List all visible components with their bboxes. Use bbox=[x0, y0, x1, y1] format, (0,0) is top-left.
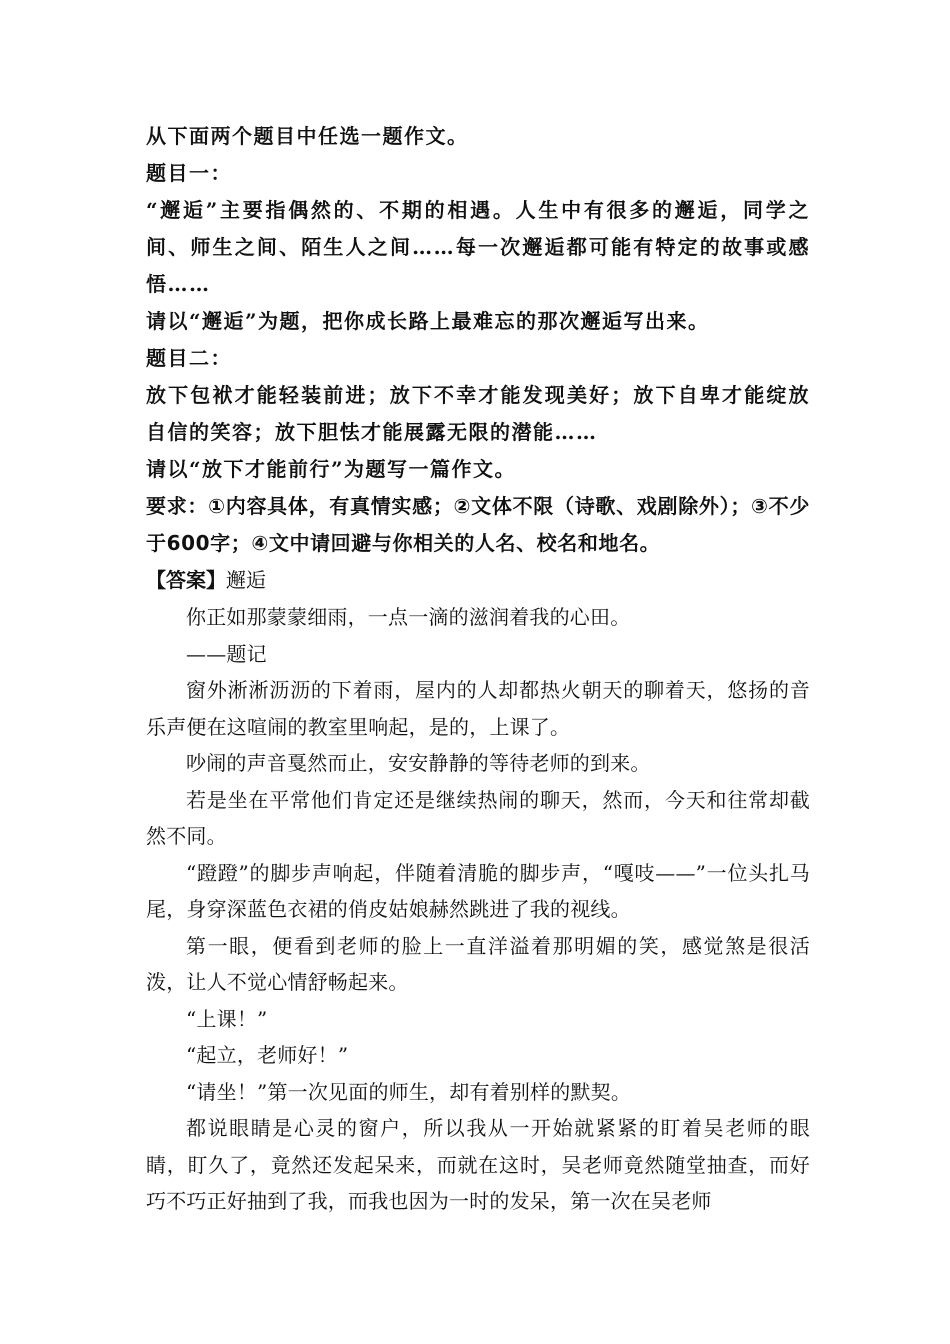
essay-paragraph: 都说眼睛是心灵的窗户，所以我从一开始就紧紧的盯着吴老师的眼睛，盯久了，竟然还发起呆来，而就在这时，吴老师竟然随堂抽查，而好巧不巧正好抽到了我，而我也因为一时的发呆，第一次在吴老师 bbox=[146, 1116, 810, 1213]
essay-dialogue: “起立，老师好！” bbox=[186, 1043, 349, 1067]
topic2-text: 放下包袱才能轻装前进；放下不幸才能发现美好；放下自卑才能绽放自信的笑容；放下胆怯才能展露无限的潜能…… bbox=[146, 383, 810, 444]
essay-title: 邂逅 bbox=[226, 568, 266, 592]
essay-dialogue: “请坐！”第一次见面的师生，却有着别样的默契。 bbox=[186, 1079, 632, 1104]
prompt-intro: 从下面两个题目中任选一题作文。 bbox=[146, 124, 469, 148]
essay-paragraph: 你正如那蒙蒙细雨，一点一滴的滋润着我的心田。 bbox=[186, 605, 631, 629]
essay-paragraph: “蹬蹬”的脚步声响起，伴随着清脆的脚步声，“嘎吱——”一位头扎马尾，身穿深蓝色衣裙的俏皮姑娘赫然跳进了我的视线。 bbox=[146, 860, 810, 921]
topic1-text: “邂逅”主要指偶然的、不期的相遇。人生中有很多的邂逅，同学之间、师生之间、陌生人之间……每一次邂逅都可能有特定的故事或感悟…… bbox=[146, 198, 810, 296]
essay-paragraph: 若是坐在平常他们肯定还是继续热闹的聊天，然而，今天和往常却截然不同。 bbox=[146, 787, 810, 848]
topic2-label: 题目二： bbox=[146, 346, 232, 370]
topic1-task: 请以“邂逅”为题，把你成长路上最难忘的那次邂逅写出来。 bbox=[146, 309, 710, 333]
topic1-label: 题目一： bbox=[146, 161, 232, 185]
essay-paragraph: 窗外淅淅沥沥的下着雨，屋内的人却都热火朝天的聊着天，悠扬的音乐声便在这喧闹的教室里响起，是的，上课了。 bbox=[146, 678, 810, 739]
topic2-task: 请以“放下才能前行”为题写一篇作文。 bbox=[146, 457, 517, 481]
document-page bbox=[146, 118, 810, 1220]
essay-inscription: ——题记 bbox=[186, 641, 267, 666]
essay-paragraph: 第一眼，便看到老师的脸上一直洋溢着那明媚的笑，感觉煞是很活泼，让人不觉心情舒畅起来。 bbox=[146, 933, 810, 994]
requirements: 要求：①内容具体，有真情实感；②文体不限（诗歌、戏剧除外）；③不少于600字；④文中请回避与你相关的人名、校名和地名。 bbox=[146, 494, 810, 555]
essay-paragraph: 吵闹的声音戛然而止，安安静静的等待老师的到来。 bbox=[186, 751, 651, 775]
essay-dialogue: “上课！” bbox=[186, 1006, 268, 1031]
answer-heading bbox=[146, 562, 810, 599]
answer-tag: 【答案】 bbox=[146, 568, 226, 592]
